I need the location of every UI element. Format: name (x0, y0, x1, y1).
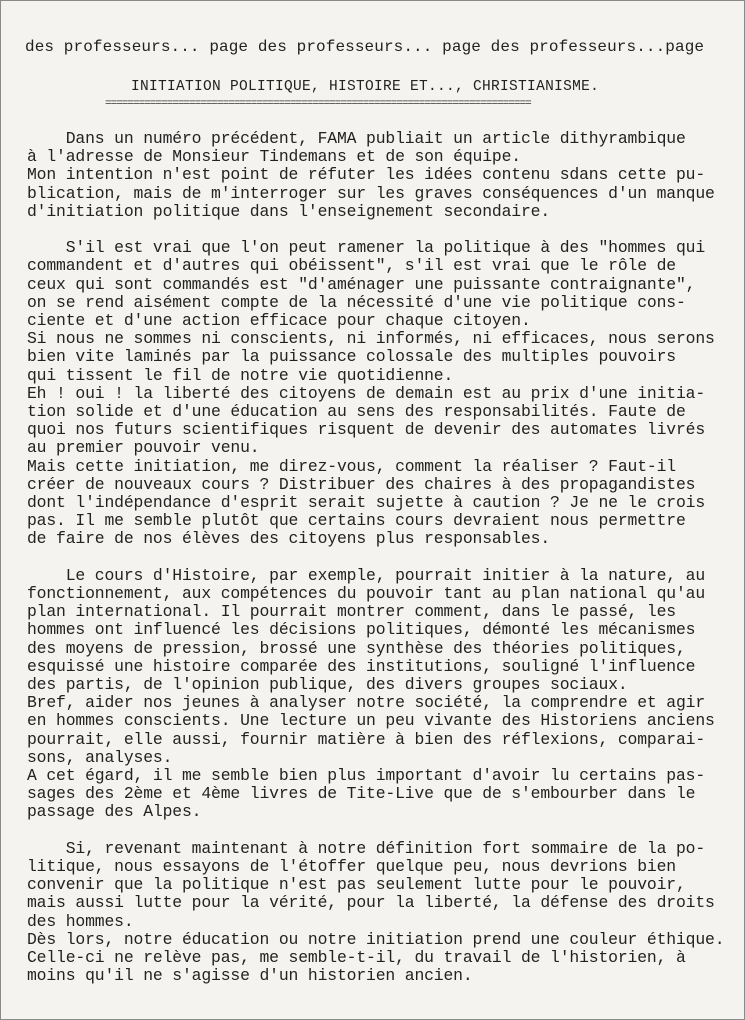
text-line: passage des Alpes. (27, 802, 202, 822)
text-line: Si nous ne sommes ni conscients, ni informés, ni efficaces, nous serons (27, 329, 715, 349)
text-line: quoi nos futurs scientifiques risquent de devenir des automates livrés (27, 420, 706, 440)
page-header: des professeurs... page des professeurs... page des professeurs...page (25, 38, 705, 56)
text-line: Le cours d'Histoire, par exemple, pourrait initier à la nature, au (27, 565, 706, 585)
text-line: sages des 2ème et 4ème livres de Tite-Live que de s'embourber dans le (27, 784, 696, 804)
text-line: Mon intention n'est point de réfuter les idées contenu sdans cette pu- (27, 165, 706, 185)
text-line: Si, revenant maintenant à notre définition fort sommaire de la po- (27, 838, 706, 858)
text-line: bien vite laminés par la puissance colossale des multiples pouvoirs (27, 347, 676, 367)
text-line: convenir que la politique n'est pas seulement lutte pour le pouvoir, (27, 875, 686, 895)
text-line: S'il est vrai que l'on peut ramener la politique à des "hommes qui (27, 238, 706, 258)
text-line: hommes ont influencé les décisions politiques, démonté les mécanismes (27, 620, 696, 640)
text-line: Bref, aider nos jeunes à analyser notre société, la comprendre et agir (27, 693, 706, 713)
text-line: plan international. Il pourrait montrer comment, dans le passé, les (27, 602, 676, 622)
text-line: à l'adresse de Monsieur Tindemans et de son équipe. (27, 147, 521, 167)
paragraph-4 (27, 840, 742, 986)
text-line: dont l'indépendance d'esprit serait sujette à caution ? Je ne le crois (27, 493, 706, 513)
text-line: Celle-ci ne relève pas, me semble-t-il, du travail de l'historien, à (27, 948, 686, 968)
article-body (27, 130, 742, 1004)
text-line: on se rend aisément compte de la nécessité d'une vie politique cons- (27, 292, 686, 312)
text-line: fonctionnement, aux compétences du pouvoir tant au plan national qu'au (27, 584, 706, 604)
paragraph-1 (27, 130, 742, 221)
text-line: tion solide et d'une éducation au sens des responsabilités. Faute de (27, 402, 686, 422)
text-line: pourrait, elle aussi, fournir matière à bien des réflexions, comparai- (27, 729, 706, 749)
text-line: commandent et d'autres qui obéissent", s'il est vrai que le rôle de (27, 256, 676, 276)
text-line: des partis, de l'opinion publique, des divers groupes sociaux. (27, 675, 628, 695)
text-line: Eh ! oui ! la liberté des citoyens de demain est au prix d'une initia- (27, 383, 706, 403)
text-line: de faire de nos élèves des citoyens plus responsables. (27, 529, 551, 549)
text-line: créer de nouveaux cours ? Distribuer des chaires à des propagandistes (27, 474, 696, 494)
text-line: au premier pouvoir venu. (27, 438, 260, 458)
page-title: INITIATION POLITIQUE, HISTOIRE ET..., CHRISTIANISME. (131, 79, 600, 95)
paragraph-2 (27, 239, 742, 548)
text-line: Dès lors, notre éducation ou notre initiation prend une couleur éthique. (27, 929, 725, 949)
text-line: pas. Il me semble plutôt que certains cours devraient nous permettre (27, 511, 686, 531)
text-line: mais aussi lutte pour la vérité, pour la liberté, la défense des droits (27, 893, 715, 913)
text-line: Dans un numéro précédent, FAMA publiait un article dithyrambique (27, 129, 686, 148)
text-line: sons, analyses. (27, 747, 173, 767)
title-underline: ============================================================================ (105, 98, 531, 110)
paragraph-3 (27, 567, 742, 822)
text-line: esquissé une histoire comparée des institutions, souligné l'influence (27, 656, 696, 676)
text-line: moins qu'il ne s'agisse d'un historien ancien. (27, 966, 473, 986)
text-line: ceux qui sont commandés est "d'aménager une puissante contraignante", (27, 274, 696, 294)
text-line: des moyens de pression, brossé une synthèse des théories politiques, (27, 638, 686, 658)
text-line: Mais cette initiation, me direz-vous, comment la réaliser ? Faut-il (27, 456, 676, 476)
text-line: en hommes conscients. Une lecture un peu vivante des Historiens anciens (27, 711, 715, 731)
text-line: d'initiation politique dans l'enseignement secondaire. (27, 201, 551, 221)
text-line: litique, nous essayons de l'étoffer quelque peu, nous devrions bien (27, 857, 676, 877)
text-line: blication, mais de m'interroger sur les graves conséquences d'un manque (27, 183, 715, 203)
text-line: qui tissent le fil de notre vie quotidienne. (27, 365, 454, 385)
text-line: ciente et d'une action efficace pour chaque citoyen. (27, 311, 531, 331)
text-line: des hommes. (27, 911, 134, 931)
text-line: A cet égard, il me semble bien plus important d'avoir lu certains pas- (27, 766, 706, 786)
